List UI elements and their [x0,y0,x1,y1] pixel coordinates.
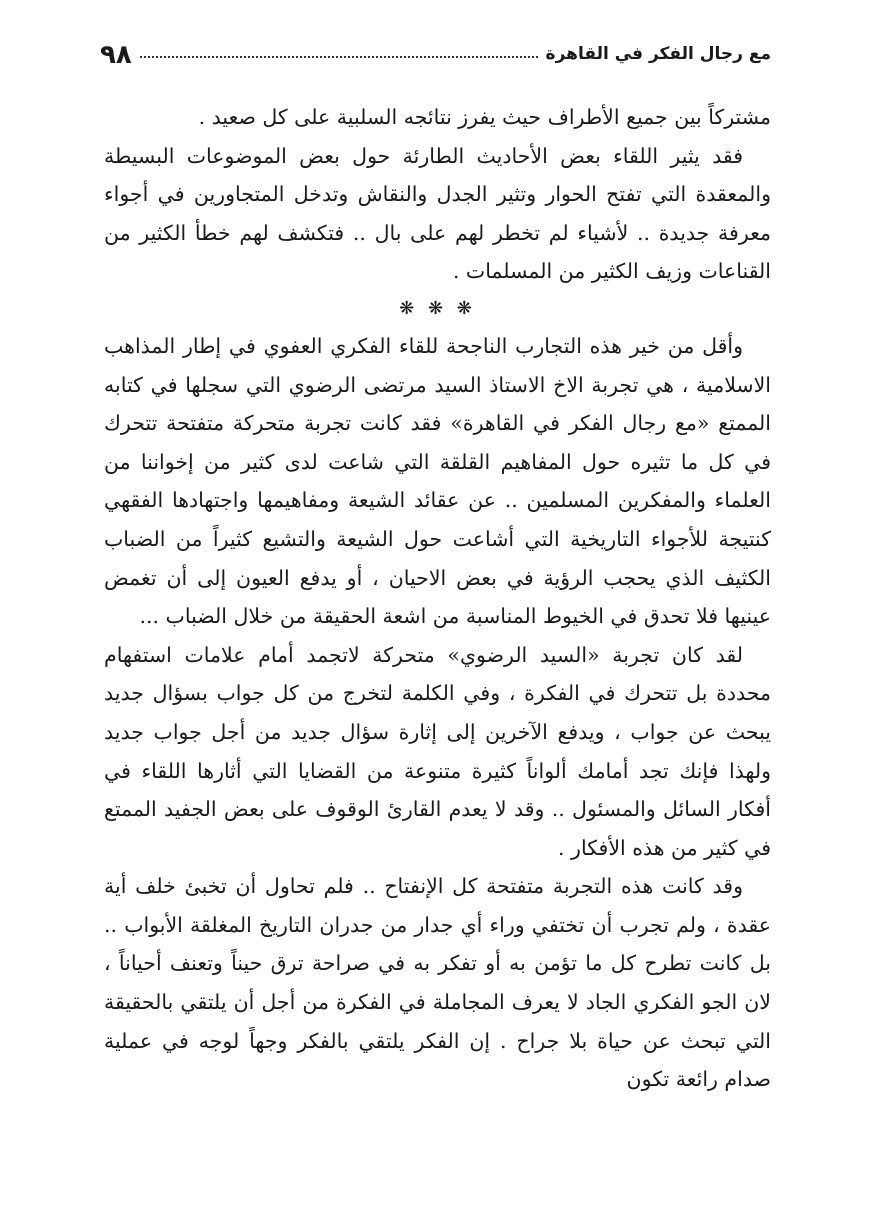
paragraph-2: فقد يثير اللقاء بعض الأحاديث الطارئة حول بعض الموضوعات البسيطة والمعقدة التي تفتح الحوار وتثير الجدل والنقاش وتدخل المتجاورين في أجواء معرفة جديدة .. لأشياء لم تخطر لهم على بال .. فتكشف لهم خطأ الكثير من القناعات وزيف الكثير من المسلمات . [104,143,771,284]
paragraph-5: وقد كانت هذه التجربة متفتحة كل الإنفتاح .. فلم تحاول أن تخبئ خلف أية عقدة ، ولم تجرب أن تختفي وراء أي جدار من جدران التاريخ المغلقة الأبواب .. بل كانت تطرح كل ما تؤمن به أو تفكر به في صراحة ترق حيناً وتعنف أحياناً ، لان الجو الفكري الجاد لا يعرف المجاملة في الفكرة من أجل أن يلتقي بالحقيقة التي تبحث عن حياة بلا جراح . إن الفكر يلتقي بالفكر وجهاً لوجه في عملية صدام رائعة تكون [104,874,771,1092]
dotted-leader [140,56,538,58]
body-text [104,98,771,1099]
paragraph-4: لقد كان تجربة «السيد الرضوي» متحركة لاتجمد أمام علامات استفهام محددة بل تتحرك في الفكرة ، وفي الكلمة لتخرج من كل جواب بسؤال جديد يبحث عن جواب ، ويدفع الآخرين إلى إثارة سؤال جديد من أجل جواب جديد ولهذا فإنك تجد أمامك ألواناً كثيرة متنوعة من القضايا التي أثارها اللقاء في أفكار السائل والمسئول .. وقد لا يعدم القارئ الوقوف على بعض الجفيد الممتع في كثير من هذه الأفكار . [104,642,771,860]
running-title: مع رجال الفكر في القاهرة [545,44,771,64]
paragraph-3: وأقل من خير هذه التجارب الناجحة للقاء الفكري العفوي في إطار المذاهب الاسلامية ، هي تجربة الاخ الاستاذ السيد مرتضى الرضوي التي سجلها في كتابه الممتع «مع رجال الفكر في القاهرة» فقد كانت تجربة متحركة متفتحة تتحرك في كل ما تثيره حول المفاهيم القلقة التي شاعت لدى كثير من إخواننا من العلماء والمفكرين المسلمين .. عن عقائد الشيعة ومفاهيمها واجتهادها الفقهي كنتيجة للأجواء التاريخية التي أشاعت حول الشيعة والتشيع كثيراً من الضباب الكثيف الذي يحجب الرؤية في بعض الاحيان ، أو يدفع العيون إلى أن تغمض عينيها فلا تحدق في الخيوط المناسبة من اشعة الحقيقة من خلال الضباب ... [104,333,771,629]
section-separator: ❋ ❋ ❋ [399,297,476,319]
paragraph-1: مشتركاً بين جميع الأطراف حيث يفرز نتائجه السلبية على كل صعيد . [198,105,771,129]
page-number: ٩٨ [100,40,132,70]
running-header [100,28,771,68]
